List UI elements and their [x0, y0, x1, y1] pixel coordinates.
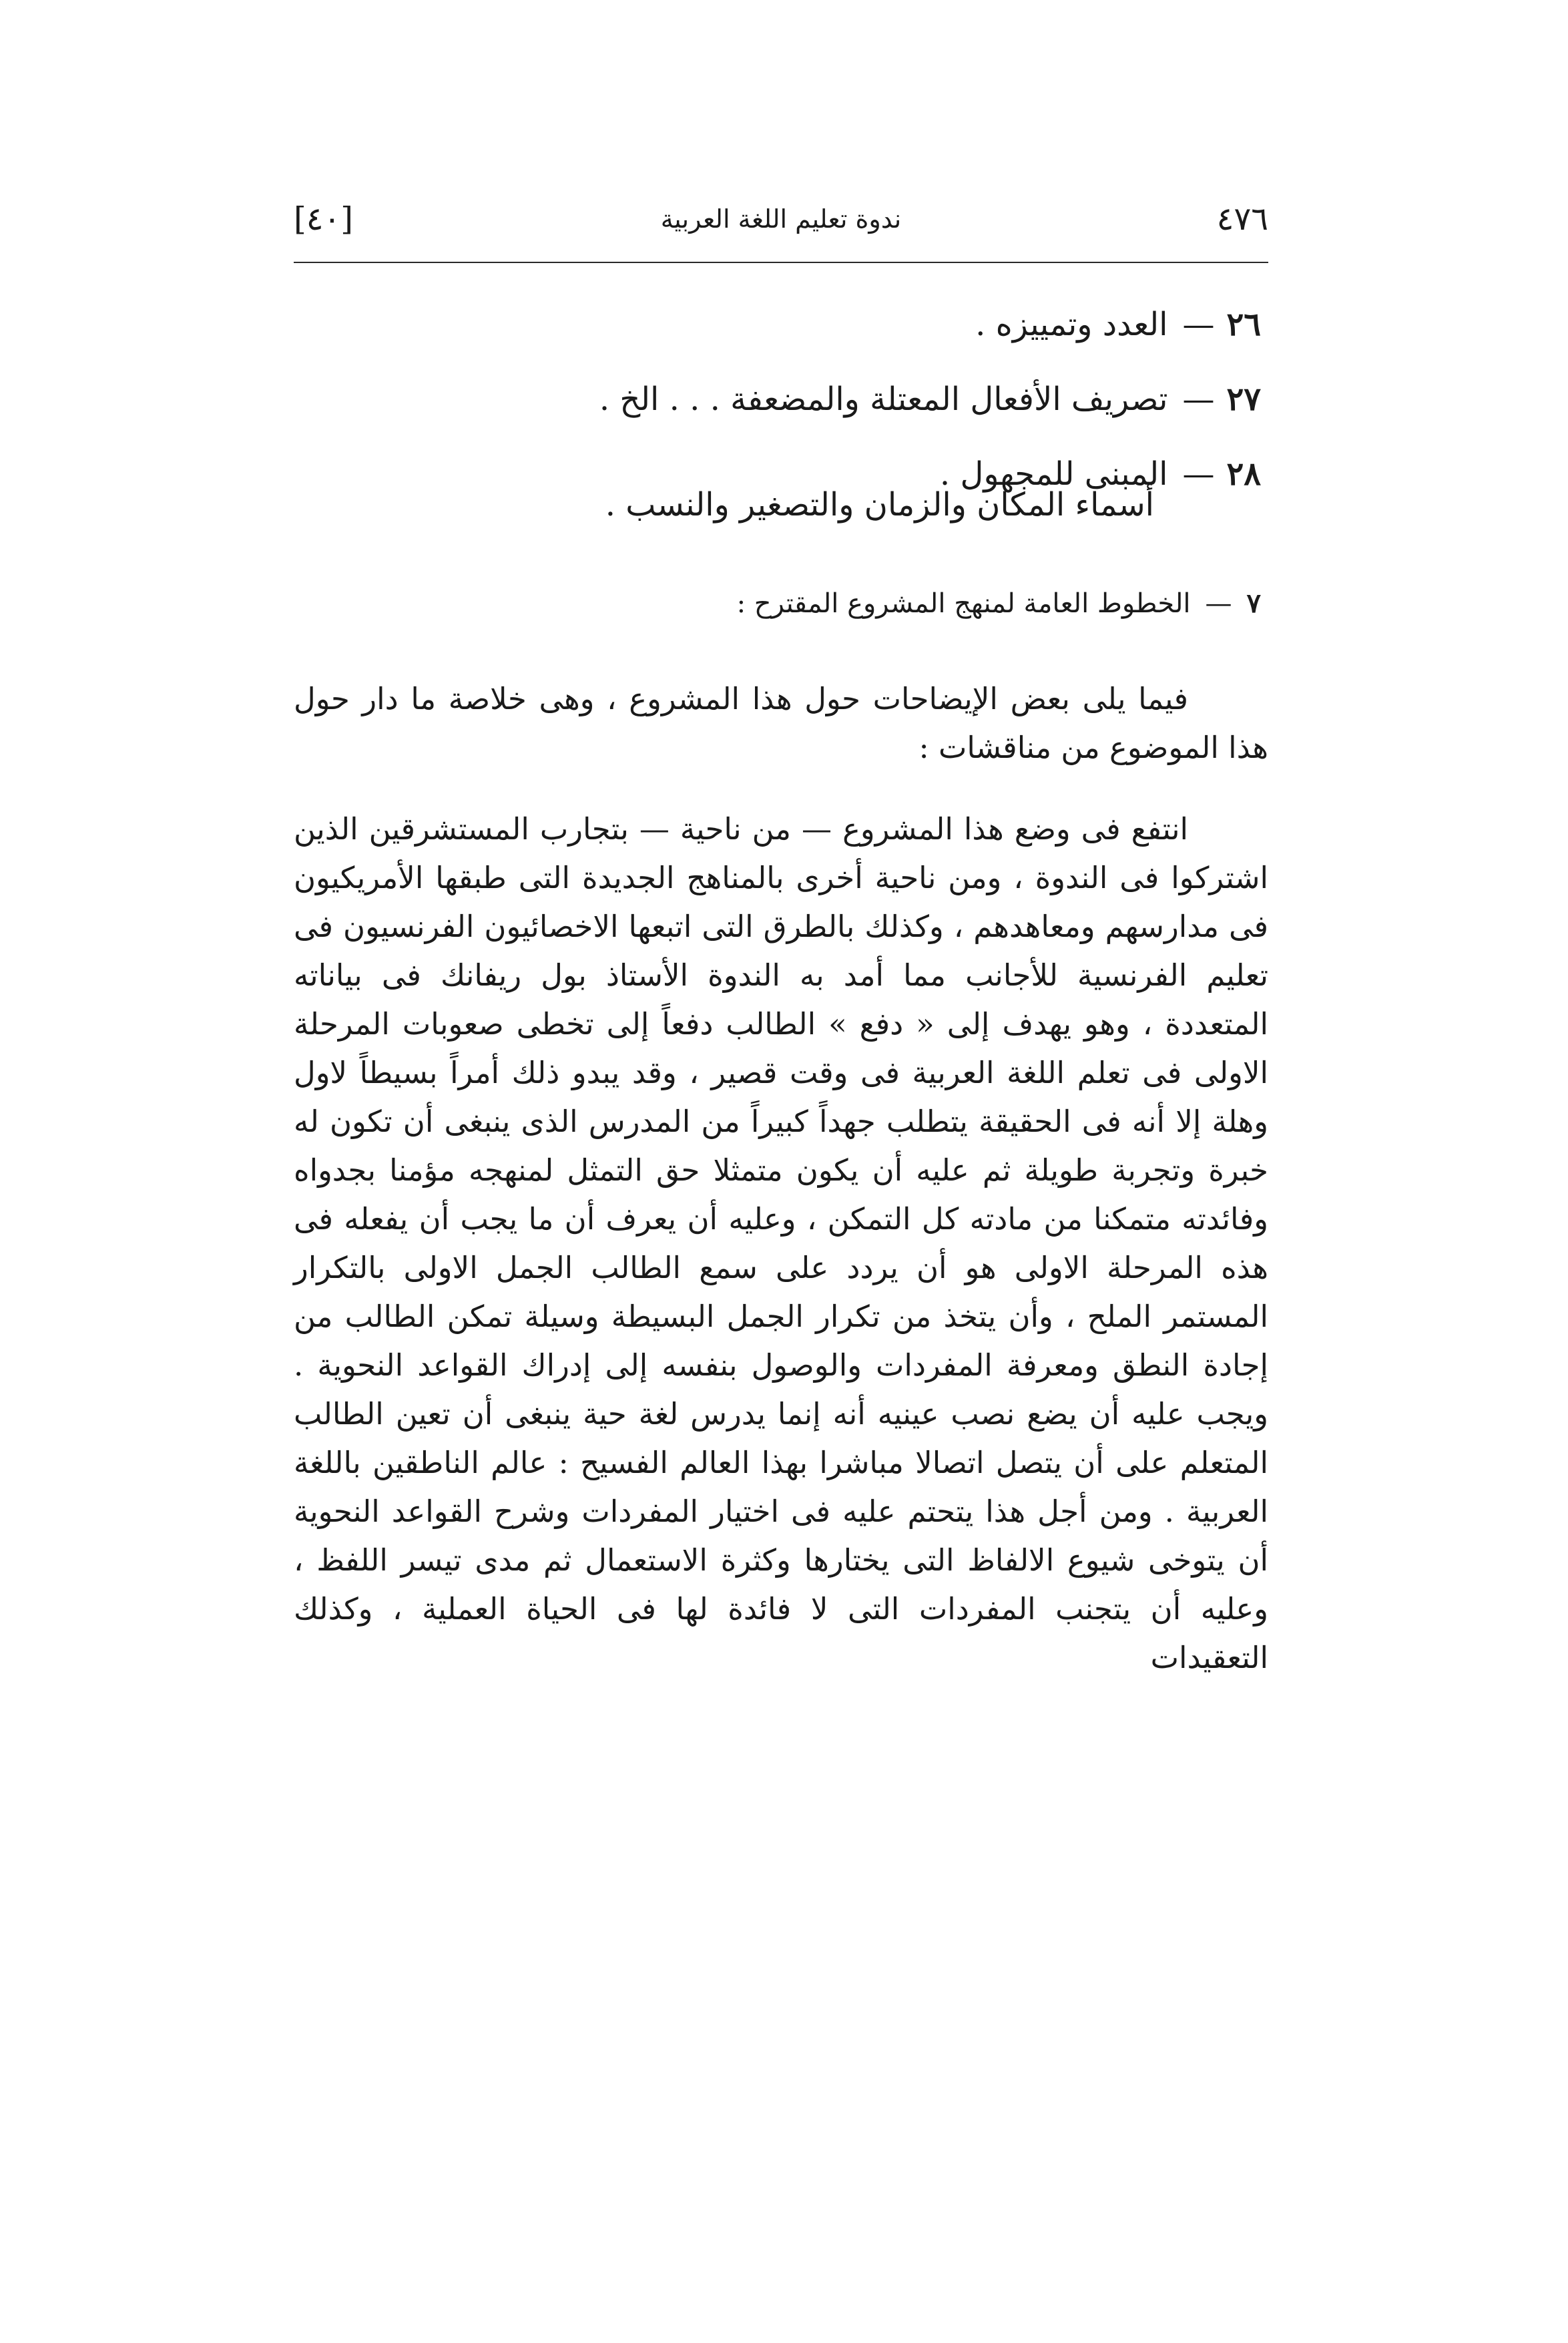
- section-title: الخطوط العامة لمنهج المشروع المقترح :: [736, 588, 1191, 619]
- list-item-text: المبنى للمجهول .: [939, 455, 1168, 493]
- list-item-dash: —: [1182, 381, 1215, 418]
- list-item-dash: —: [1182, 455, 1215, 493]
- header-rule: [294, 262, 1268, 263]
- section-heading: [737, 588, 1261, 619]
- list-item-dash: —: [1182, 306, 1215, 343]
- list-item-number: ٢٦: [1226, 306, 1261, 343]
- list-item-text: العدد وتمييزه .: [975, 306, 1168, 343]
- list-item-number: ٢٧: [1226, 381, 1261, 418]
- running-title: ندوة تعليم اللغة العربية: [660, 204, 902, 234]
- list-item: [393, 362, 1261, 437]
- section-reference: [٤٠]: [294, 200, 354, 238]
- section-number: ٧: [1246, 588, 1261, 619]
- page-number: ٤٧٦: [1216, 200, 1268, 238]
- list-item: [393, 287, 1261, 362]
- body-paragraph: فيما يلى بعض الإيضاحات حول هذا المشروع ، وهى خلاصة ما دار حول هذا الموضوع من مناقشات :: [294, 681, 1268, 765]
- list-item-text: تصريف الأفعال المعتلة والمضعفة . . . الخ .: [599, 381, 1168, 418]
- list-continuation: أسماء المكان والزمان والتصغير والنسب .: [605, 486, 1154, 523]
- body-paragraph: انتفع فى وضع هذا المشروع — من ناحية — بتجارب المستشرقين الذين اشتركوا فى الندوة ، ومن ناحية أخرى بالمناهج الجديدة التى طبقها الأمريكيون فى مدارسهم ومعاهدهم ، وكذلك بالطرق التى اتبعها الاخصائيون الفرنسيون فى تعليم الفرنسية للأجانب مما أمد به الندوة الأستاذ بول ريفانك فى بياناته المتعددة ، وهو يهدف إلى « دفع » الطالب دفعاً إلى تخطى صعوبات المرحلة الاولى فى تعلم اللغة العربية فى وقت قصير ، وقد يبدو ذلك أمراً بسيطاً لاول وهلة إلا أنه فى الحقيقة يتطلب جهداً كبيراً من المدرس الذى ينبغى أن تكون له خبرة وتجربة طويلة ثم عليه أن يكون متمثلا حق التمثل لمنهجه مؤمنا بجدواه وفائدته متمكنا من مادته كل التمكن ، وعليه أن يعرف أن ما يجب أن يفعله فى هذه المرحلة الاولى هو أن يردد على سمع الطالب الجمل الاولى بالتكرار المستمر الملح ، وأن يتخذ من تكرار الجمل البسيطة وسيلة تمكن الطالب من إجادة النطق ومعرفة المفردات والوصول بنفسه إلى إدراك القواعد النحوية . ويجب عليه أن يضع نصب عينيه أنه إنما يدرس لغة حية ينبغى أن تعين الطالب المتعلم على أن يتصل اتصالا مباشرا بهذا العالم الفسيح : عالم الناطقين باللغة العربية . ومن أجل هذا يتحتم عليه فى اختيار المفردات وشرح القواعد النحوية أن يتوخى شيوع الالفاظ التى يختارها وكثرة الاستعمال ثم مدى تيسر اللفظ ، وعليه أن يتجنب المفردات التى لا فائدة لها فى الحياة العملية ، وكذلك التعقيدات: [294, 811, 1268, 1675]
- section-dash: —: [1205, 588, 1232, 619]
- running-header: [294, 200, 1268, 254]
- list-item-number: ٢٨: [1226, 455, 1261, 493]
